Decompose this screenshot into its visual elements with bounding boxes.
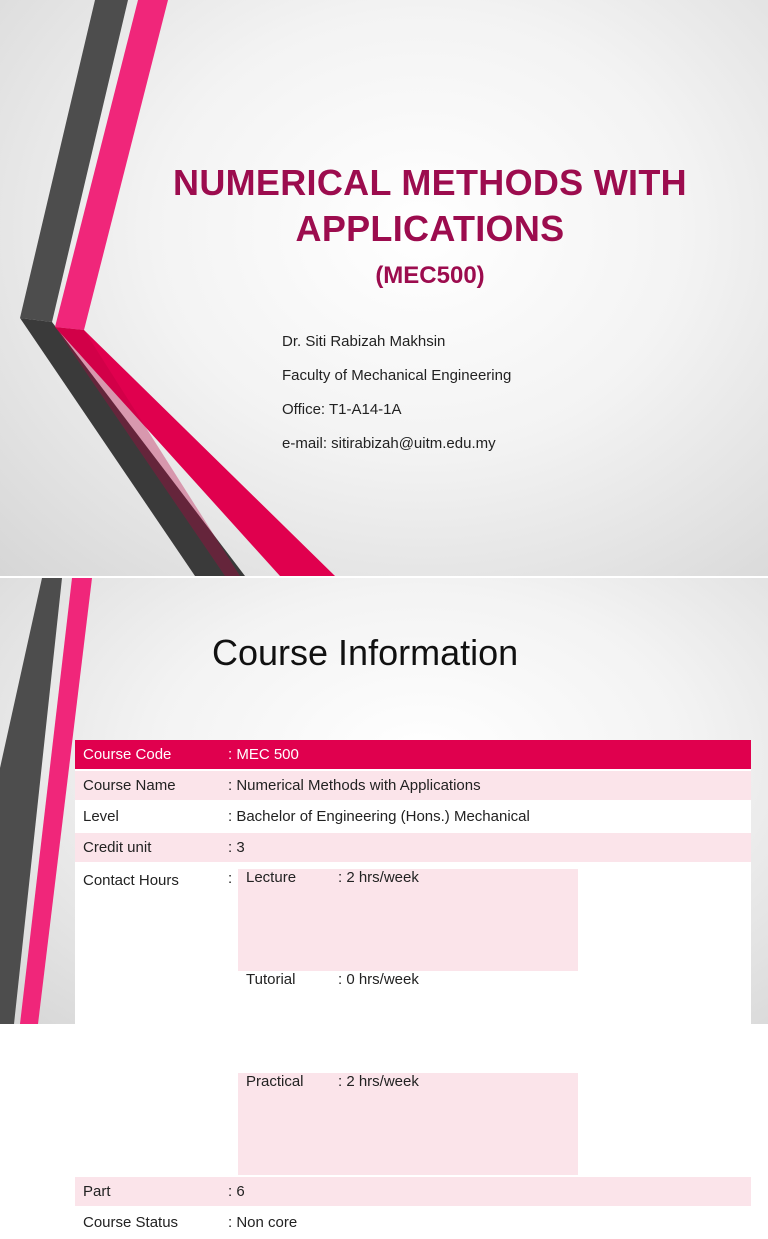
session-hours: : 0 hrs/week bbox=[338, 971, 578, 1073]
course-info-table bbox=[75, 740, 751, 1239]
session-hours: : 2 hrs/week bbox=[338, 869, 578, 971]
row-value: : 6 bbox=[225, 1176, 751, 1207]
course-code-subtitle: (MEC500) bbox=[375, 262, 485, 289]
row-label: Credit unit bbox=[75, 832, 225, 863]
row-value: : Numerical Methods with Applications bbox=[225, 770, 751, 801]
slide-title: NUMERICAL METHODS WITH APPLICATIONS bbox=[173, 162, 687, 249]
table-row bbox=[75, 740, 751, 770]
contact-hours-table bbox=[238, 869, 578, 1175]
email-address: e-mail: sitirabizah@uitm.edu.my bbox=[282, 435, 496, 452]
table-row bbox=[75, 832, 751, 863]
row-label: Contact Hours bbox=[75, 863, 225, 1176]
slide-title: Course Information bbox=[212, 632, 519, 673]
table-row bbox=[75, 1176, 751, 1207]
row-value: : 3 bbox=[225, 832, 751, 863]
row-value: : Non core bbox=[225, 1207, 751, 1238]
lecturer-name: Dr. Siti Rabizah Makhsin bbox=[282, 333, 446, 350]
row-label: Course Status bbox=[75, 1207, 225, 1238]
row-label: Course Code bbox=[75, 740, 225, 770]
session-type: Tutorial bbox=[238, 971, 338, 1073]
session-type: Practical bbox=[238, 1073, 338, 1175]
row-value: : bbox=[228, 870, 233, 887]
row-label: Level bbox=[75, 801, 225, 832]
table-row bbox=[75, 863, 751, 1176]
row-value: : Bachelor of Engineering (Hons.) Mechanical bbox=[225, 801, 751, 832]
faculty-name: Faculty of Mechanical Engineering bbox=[282, 367, 512, 384]
contact-hours-row bbox=[238, 1073, 578, 1175]
title-slide bbox=[0, 0, 768, 576]
row-label: Part bbox=[75, 1176, 225, 1207]
session-type: Lecture bbox=[238, 869, 338, 971]
table-row bbox=[75, 770, 751, 801]
row-label: Course Name bbox=[75, 770, 225, 801]
table-row bbox=[75, 801, 751, 832]
table-row bbox=[75, 1207, 751, 1238]
row-value: : MEC 500 bbox=[225, 740, 751, 770]
contact-hours-row bbox=[238, 869, 578, 971]
contact-hours-row bbox=[238, 971, 578, 1073]
lecturer-info bbox=[282, 331, 511, 467]
session-hours: : 2 hrs/week bbox=[338, 1073, 578, 1175]
office-location: Office: T1-A14-1A bbox=[282, 401, 402, 418]
